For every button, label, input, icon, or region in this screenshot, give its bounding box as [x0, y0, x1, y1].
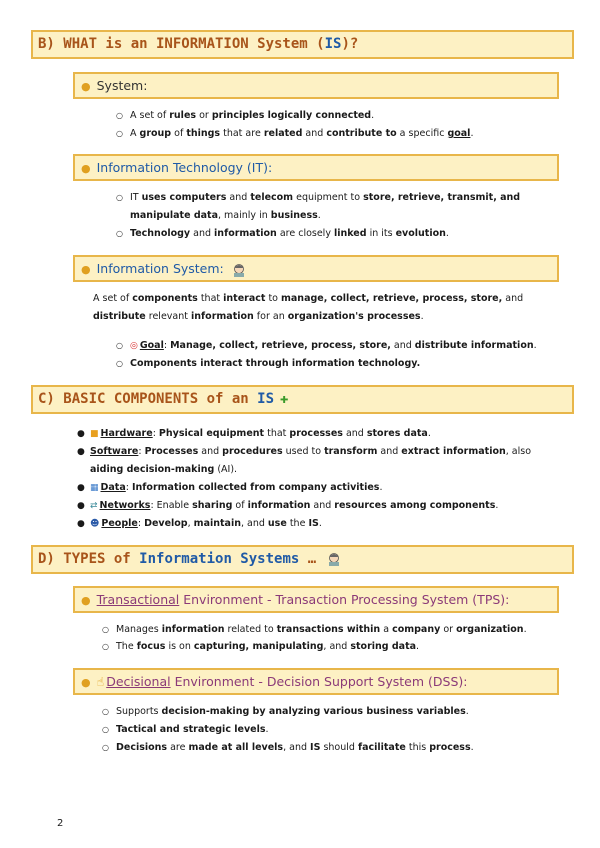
- section-d-heading: D) TYPES of Information Systems …: [31, 545, 574, 574]
- tps-heading: ● Transactional Environment - Transaction Processing System (TPS):: [73, 586, 559, 613]
- person-icon: [327, 552, 341, 566]
- circle-bullet-icon: ○: [116, 341, 123, 350]
- circle-bullet-icon: ○: [116, 359, 123, 368]
- tps-bullet-2: ○ The focus is on capturing, manipulating, and storing data.: [102, 638, 419, 656]
- it-heading: ● Information Technology (IT):: [73, 154, 559, 181]
- system-bullet-1: ○ A set of rules or principles logically connected.: [116, 107, 374, 125]
- it-bullet-1-line-1: ○ IT uses computers and telecom equipment to store, retrieve, transmit, and: [116, 189, 520, 207]
- it-bullet-2: ○ Technology and information are closely linked in its evolution.: [116, 225, 449, 243]
- bullet-dot-icon: ●: [81, 80, 91, 93]
- bullet-dot-icon: ●: [77, 447, 85, 457]
- circle-bullet-icon: ○: [102, 743, 109, 752]
- puzzle-icon: ✚: [280, 391, 289, 407]
- component-hardware: ● ■ Hardware: Physical equipment that processes and stores data.: [77, 425, 431, 443]
- people-icon: ☻: [90, 519, 100, 529]
- section-b-heading: B) WHAT is an INFORMATION System (IS)?: [31, 30, 574, 59]
- dss-bullet-3: ○ Decisions are made at all levels, and IS should facilitate this process.: [102, 739, 474, 757]
- circle-bullet-icon: ○: [102, 725, 109, 734]
- bullet-dot-icon: ●: [77, 519, 85, 529]
- is-heading: ● Information System:: [73, 255, 559, 282]
- component-software-line-2: aiding decision-making (AI).: [90, 464, 238, 475]
- component-people: ● ☻ People: Develop, maintain, and use the IS.: [77, 515, 322, 533]
- system-bullet-2: ○ A group of things that are related and contribute to a specific goal.: [116, 125, 473, 143]
- circle-bullet-icon: ○: [116, 129, 123, 138]
- page-number: 2: [57, 818, 64, 829]
- is-paragraph-line-1: A set of components that interact to manage, collect, retrieve, process, store, and: [93, 293, 524, 304]
- bullet-dot-icon: ●: [77, 501, 85, 511]
- is-paragraph-line-2: distribute relevant information for an organization's processes.: [93, 311, 424, 322]
- bullet-dot-icon: ●: [81, 676, 91, 689]
- hardware-icon: ■: [90, 429, 99, 439]
- system-heading: ● System:: [73, 72, 559, 99]
- it-bullet-1-line-2: manipulate data, mainly in business.: [130, 210, 321, 221]
- circle-bullet-icon: ○: [102, 707, 109, 716]
- section-c-heading: C) BASIC COMPONENTS of an IS ✚: [31, 385, 574, 414]
- circle-bullet-icon: ○: [116, 229, 123, 238]
- bullet-dot-icon: ●: [81, 162, 91, 175]
- bullet-dot-icon: ●: [81, 594, 91, 607]
- network-icon: ⇄: [90, 501, 98, 511]
- dss-heading: ● ☝ Decisional Environment - Decision Support System (DSS):: [73, 668, 559, 695]
- dss-bullet-1: ○ Supports decision-making by analyzing various business variables.: [102, 703, 469, 721]
- component-software: ● Software: Processes and procedures used to transform and extract information, also: [77, 443, 531, 461]
- component-data: ● ▦ Data: Information collected from company activities.: [77, 479, 382, 497]
- circle-bullet-icon: ○: [102, 642, 109, 651]
- circle-bullet-icon: ○: [116, 193, 123, 202]
- component-networks: ● ⇄ Networks: Enable sharing of information and resources among components.: [77, 497, 498, 515]
- data-icon: ▦: [90, 483, 99, 493]
- bullet-dot-icon: ●: [77, 429, 85, 439]
- bullet-dot-icon: ●: [77, 483, 85, 493]
- bullet-dot-icon: ●: [81, 263, 91, 276]
- target-icon: ◎: [130, 341, 138, 351]
- is-bullet-components: ○ Components interact through information technology.: [116, 355, 420, 373]
- circle-bullet-icon: ○: [116, 111, 123, 120]
- pointing-hand-icon: ☝: [96, 674, 105, 689]
- circle-bullet-icon: ○: [102, 625, 109, 634]
- person-icon: [232, 263, 246, 277]
- tps-bullet-1: ○ Manages information related to transactions within a company or organization.: [102, 621, 527, 639]
- is-bullet-goal: ○ ◎ Goal: Manage, collect, retrieve, process, store, and distribute information.: [116, 337, 537, 355]
- dss-bullet-2: ○ Tactical and strategic levels.: [102, 721, 269, 739]
